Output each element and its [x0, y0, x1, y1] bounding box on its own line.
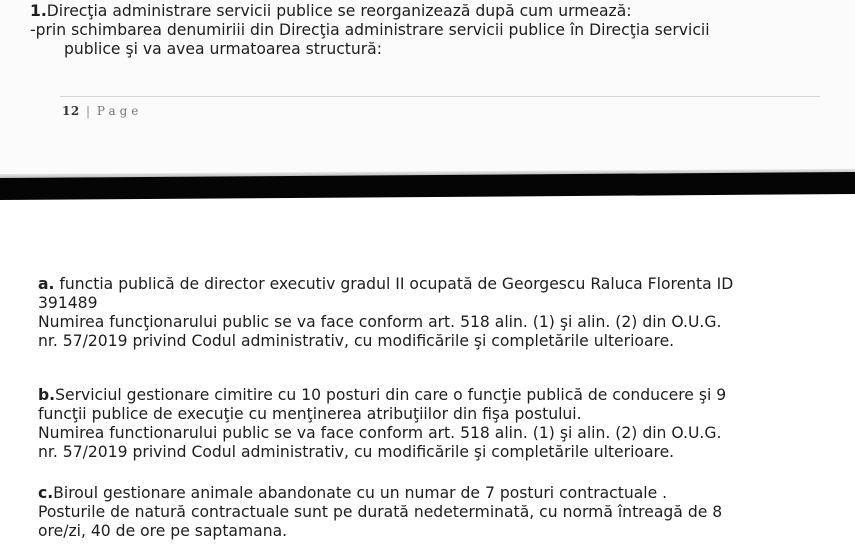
paragraph-b	[38, 386, 726, 462]
heading-paragraph	[30, 2, 710, 59]
para-b-line-3: Numirea functionarului public se va face conform art. 518 alin. (1) şi alin. (2) din O.U.G.	[38, 424, 722, 442]
para-b-marker: b.	[38, 386, 56, 404]
para-c-line-2: Posturile de natură contractuale sunt pe durată nedeterminată, cu normă întreagă de 8	[38, 503, 723, 521]
heading-line-1: 1.Direcţia administrare servicii publice se reorganizează după cum urmează:	[30, 2, 632, 20]
para-c-marker: c.	[38, 484, 54, 502]
para-b-line-4: nr. 57/2019 privind Codul administrativ, cu modificările şi completările ulterioare.	[38, 443, 675, 461]
para-a-line-3: Numirea funcţionarului public se va face conform art. 518 alin. (1) şi alin. (2) din O.U.G.	[38, 313, 722, 331]
footer-rule	[60, 96, 820, 97]
para-b-line-2: funcţii publice de execuţie cu menţinerea atribuţiilor din fişa postului.	[38, 405, 582, 423]
paragraph-a	[38, 275, 733, 351]
bottom-page	[0, 200, 855, 552]
page-number: 12	[62, 104, 80, 118]
para-a-marker: a.	[38, 275, 55, 293]
para-a-line-1: a. functia publică de director executiv gradul II ocupată de Georgescu Raluca Florenta ID	[38, 275, 734, 293]
heading-line-2: -prin schimbarea denumiriii din Direcţia administrare servicii publice în Direcţia servicii	[30, 21, 710, 39]
para-c-line-1: c.Biroul gestionare animale abandonate cu un numar de 7 posturi contractuale .	[38, 484, 668, 502]
footer-separator: |	[86, 104, 91, 118]
para-a-line-2: 391489	[38, 294, 98, 312]
paragraph-c	[38, 484, 722, 541]
page-footer	[62, 104, 142, 118]
page-gap-band	[0, 172, 855, 200]
top-page	[0, 0, 855, 174]
page-label: Page	[96, 104, 143, 118]
heading-line-3: publice şi va avea urmatoarea structură:	[64, 40, 382, 58]
para-b-line-1: b.Serviciul gestionare cimitire cu 10 posturi din care o funcţie publică de conducere şi 9	[38, 386, 727, 404]
para-a-line-4: nr. 57/2019 privind Codul administrativ, cu modificările şi completările ulterioare.	[38, 332, 675, 350]
para-c-line-3: ore/zi, 40 de ore pe saptamana.	[38, 522, 288, 540]
heading-number: 1.	[30, 2, 47, 20]
